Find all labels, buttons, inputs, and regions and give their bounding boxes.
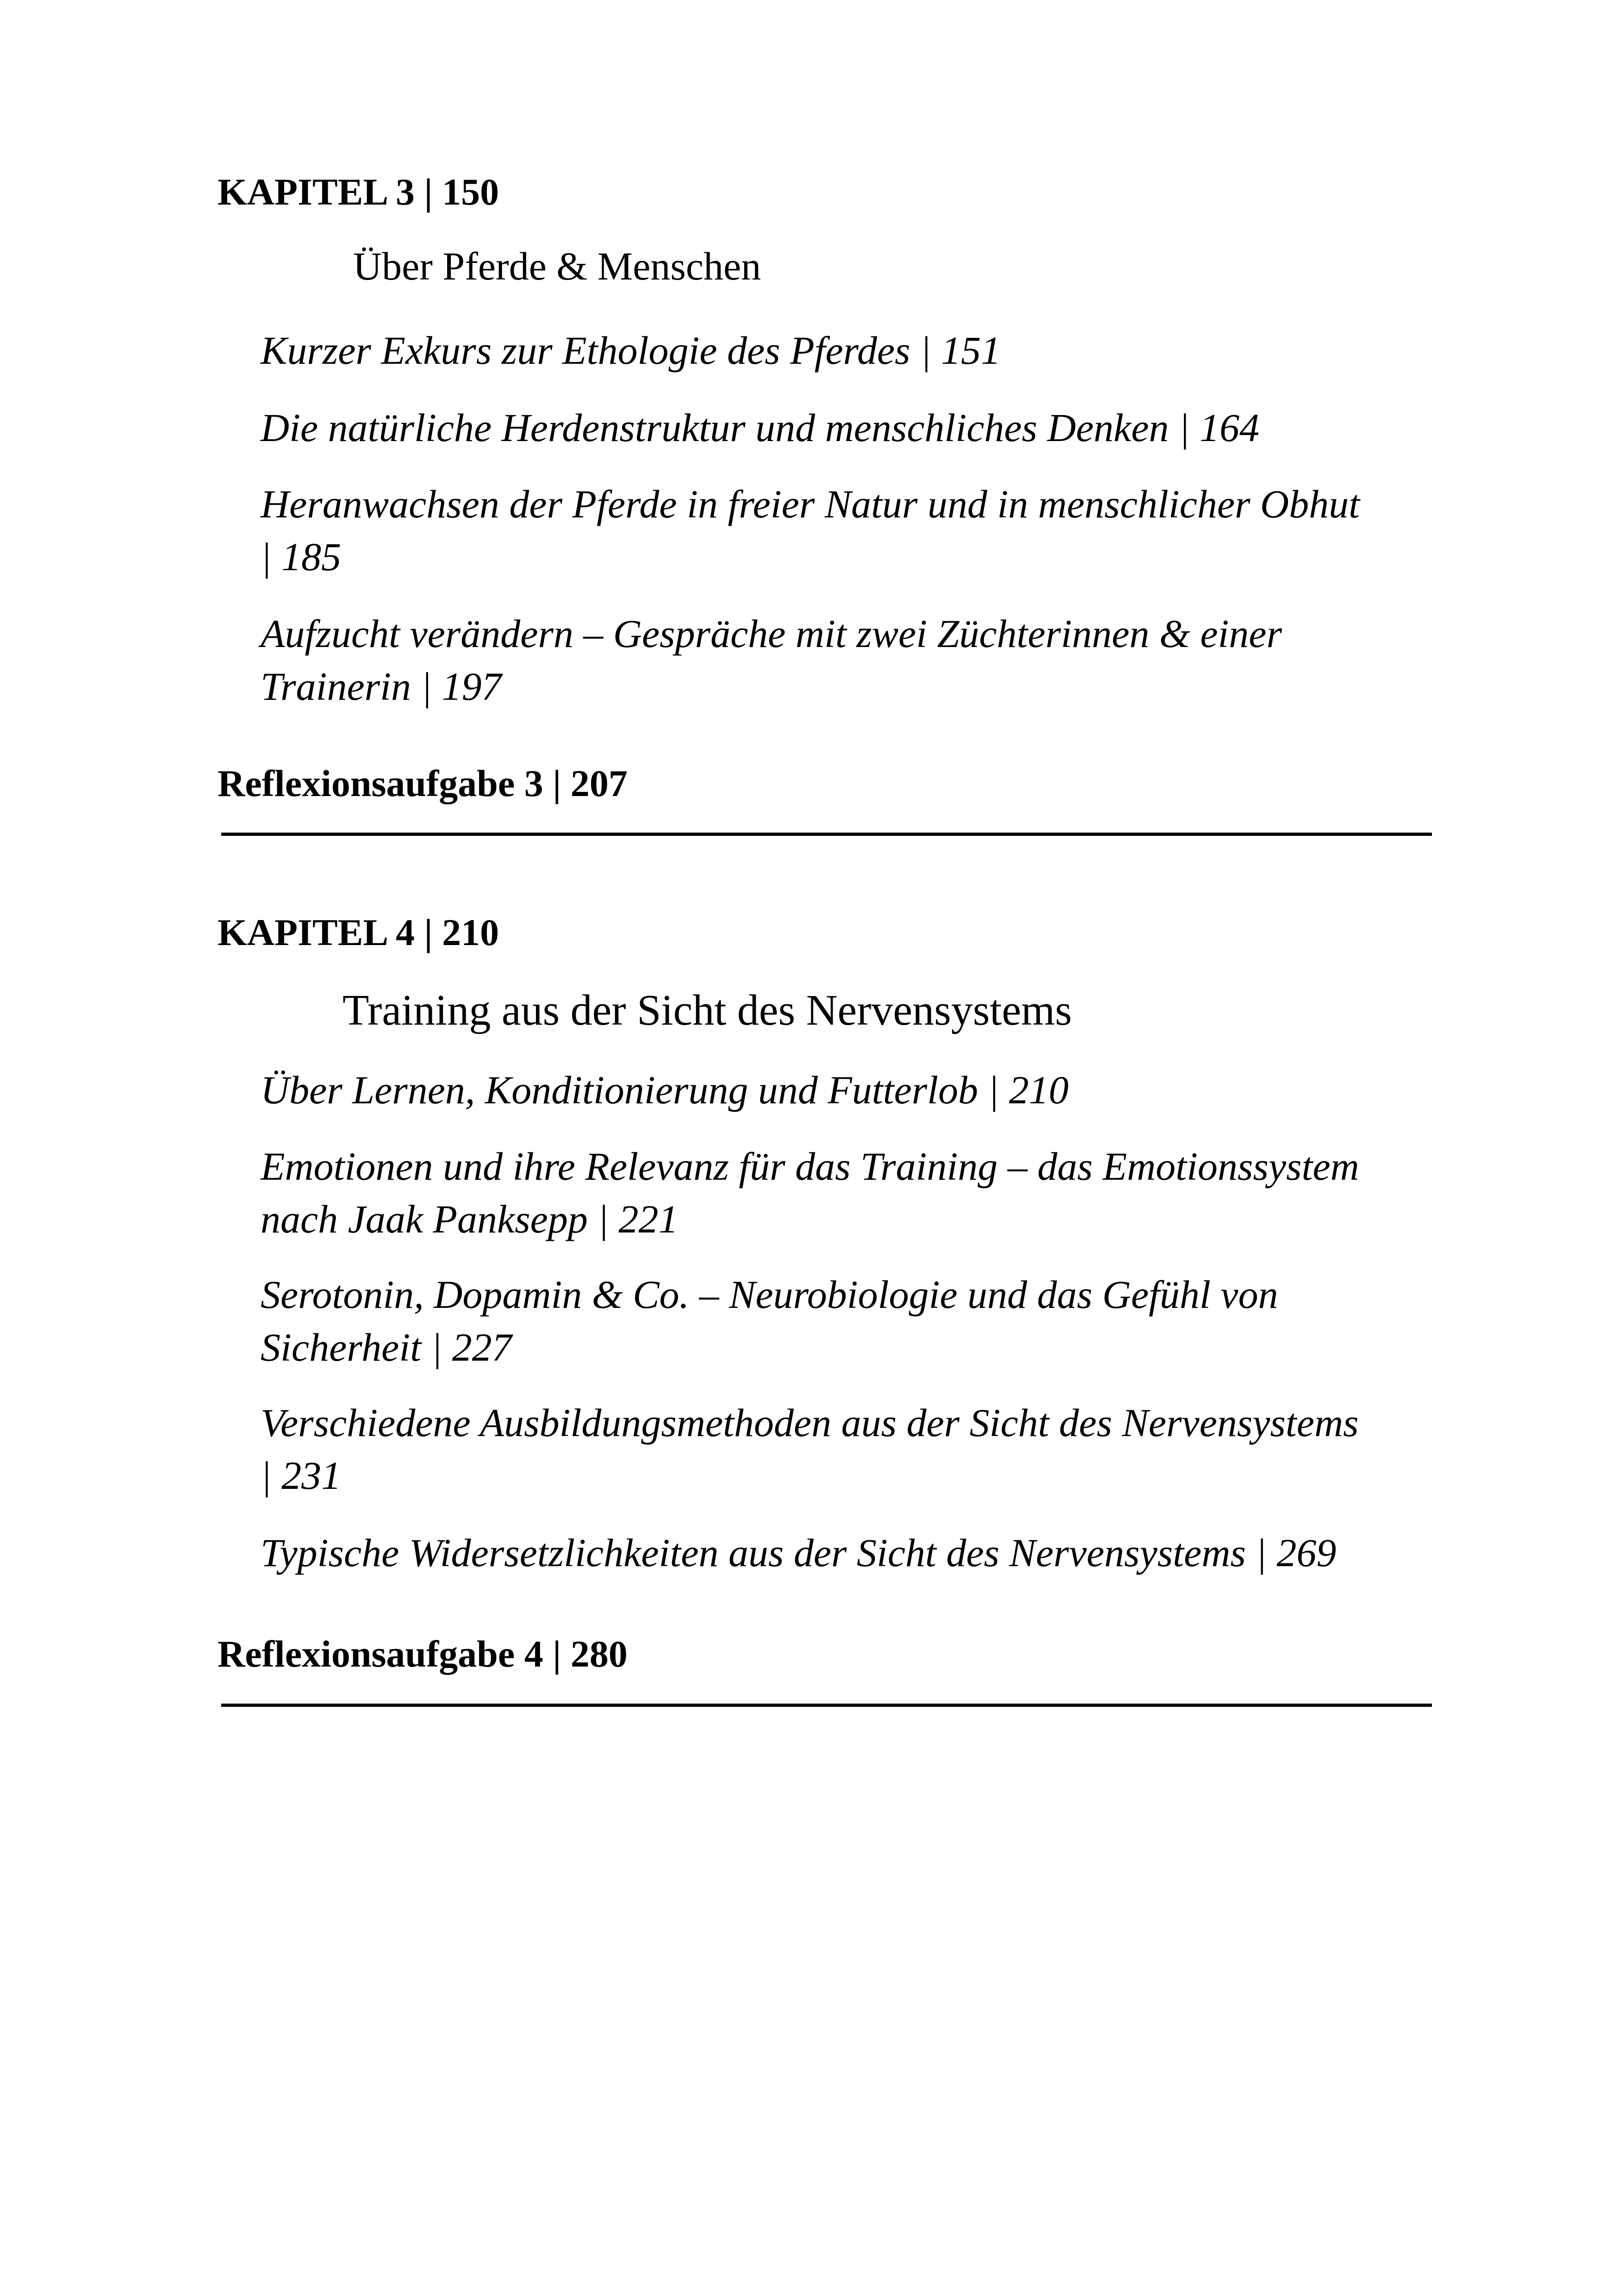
toc-entry[interactable] [261,401,1492,454]
toc-entry-line: Kurzer Exkurs zur Ethologie des Pferdes | 151 [261,328,1001,373]
chapter-4-title: Training aus der Sicht des Nervensystems [342,986,1072,1034]
toc-entry-line: Sicherheit | 227 [261,1325,512,1369]
toc-entry-line: | 185 [261,535,342,579]
toc-entry[interactable] [261,1526,1492,1579]
toc-entry-line: Die natürliche Herdenstruktur und menschliches Denken | 164 [261,405,1260,450]
chapter-4-heading: KAPITEL 4 | 210 [218,911,499,953]
toc-entry[interactable] [261,1064,1492,1116]
divider [221,833,1432,836]
toc-entry-line: Typische Widersetzlichkeiten aus der Sicht des Nervensystems | 269 [261,1531,1337,1575]
toc-entry-line: nach Jaak Panksepp | 221 [261,1197,678,1241]
reflexion-3[interactable]: Reflexionsaufgabe 3 | 207 [218,762,628,804]
toc-entry-line: | 231 [261,1453,342,1498]
toc-entry-line: Über Lernen, Konditionierung und Futterlob | 210 [261,1068,1069,1112]
toc-entry[interactable] [261,1268,1492,1374]
toc-entry-line: Serotonin, Dopamin & Co. – Neurobiologie und das Gefühl von [261,1272,1278,1317]
toc-entry-line: Emotionen und ihre Relevanz für das Training – das Emotionssystem [261,1144,1359,1188]
toc-entry[interactable] [261,324,1492,377]
chapter-3-heading: KAPITEL 3 | 150 [218,171,499,213]
toc-entry[interactable] [261,478,1492,583]
toc-entry[interactable] [261,607,1492,713]
reflexion-4[interactable]: Reflexionsaufgabe 4 | 280 [218,1633,628,1675]
toc-entry[interactable] [261,1140,1492,1245]
toc-entry-line: Heranwachsen der Pferde in freier Natur und in menschlicher Obhut [261,482,1360,526]
toc-entry-line: Aufzucht verändern – Gespräche mit zwei Züchterinnen & einer [261,611,1282,656]
chapter-3-title: Über Pferde & Menschen [353,244,761,288]
toc-entry-line: Trainerin | 197 [261,664,502,709]
toc-entry[interactable] [261,1396,1492,1502]
divider [221,1704,1432,1707]
toc-entry-line: Verschiedene Ausbildungsmethoden aus der Sicht des Nervensystems [261,1400,1359,1445]
